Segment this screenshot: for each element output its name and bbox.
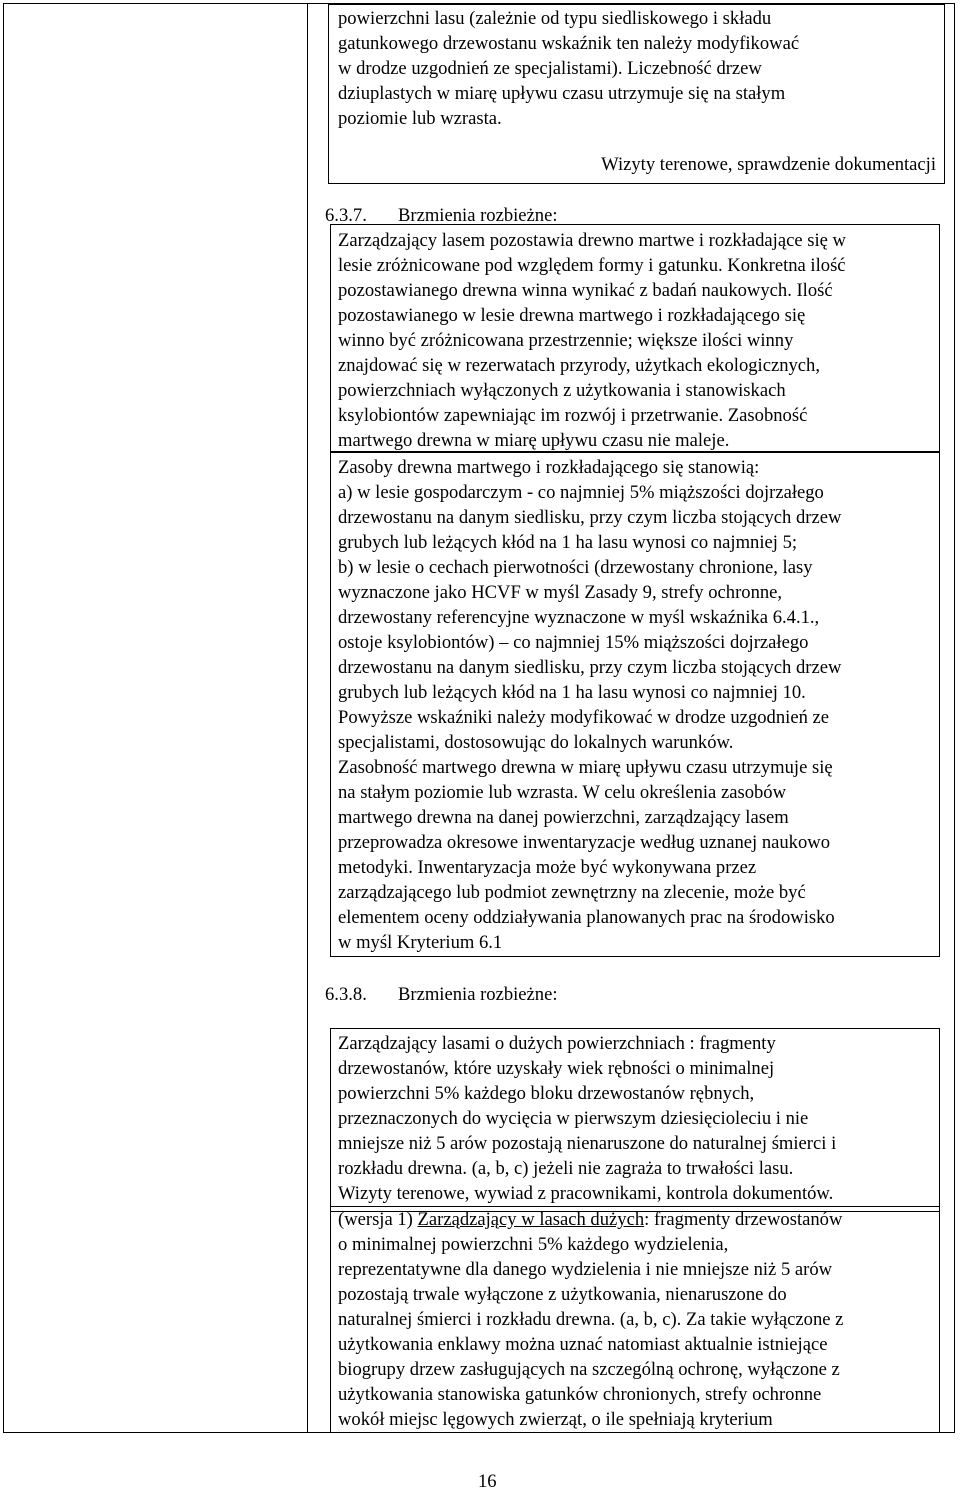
text-line: znajdować się w rezerwatach przyrody, użytkach ekologicznych, [338, 355, 821, 376]
top-verification: Wizyty terenowe, sprawdzenie dokumentacji [601, 154, 936, 175]
top-criterion-text [338, 6, 938, 131]
text-line: powierzchniach wyłączonych z użytkowania i stanowiskach [338, 380, 786, 401]
page-frame-right [954, 3, 955, 1433]
section-number-638: 6.3.8. [325, 984, 367, 1005]
page-frame-left [3, 3, 4, 1433]
text-line: zarządzającego lub podmiot zewnętrzny na zlecenie, może być [338, 882, 806, 903]
column-divider [307, 3, 308, 1433]
text-line: użytkowania enklawy można uznać natomiast aktualnie istniejące [338, 1334, 828, 1355]
text-line: lesie zróżnicowane pod względem formy i gatunku. Konkretna ilość [338, 255, 846, 276]
text-line: wyznaczone jako HCVF w myśl Zasady 9, strefy ochronne, [338, 582, 783, 603]
text-line: przeprowadza okresowe inwentaryzacje według uznanej naukowo [338, 832, 830, 853]
text-line: pozostawianego drewna winna wynikać z badań naukowych. Ilość [338, 280, 833, 301]
text-line: drzewostanu na danym siedlisku, przy czym liczba stojących drzew [338, 657, 842, 678]
text-line: pozostawianego w lesie drewna martwego i rozkładającego się [338, 305, 806, 326]
text-line: przeznaczonych do wycięcia w pierwszym dziesięcioleciu i nie [338, 1108, 809, 1129]
underlined-subject: Zarządzający w lasach dużych [417, 1209, 645, 1230]
text-line: dziuplastych w miarę upływu czasu utrzymuje się na stałym [338, 83, 786, 104]
text-line: na stałym poziomie lub wzrasta. W celu określenia zasobów [338, 782, 787, 803]
text-line: w myśl Kryterium 6.1 [338, 932, 503, 953]
text-line: winno być zróżnicowana przestrzennie; większe ilości winny [338, 330, 794, 351]
text-line: Zasoby drewna martwego i rozkładającego się stanowią: [338, 457, 760, 478]
text-line: gatunkowego drzewostanu wskaźnik ten należy modyfikować [338, 33, 800, 54]
text-line: ostoje ksylobiontów) – co najmniej 15% miąższości dojrzałego [338, 632, 809, 653]
text-line: Zasobność martwego drewna w miarę upływu czasu utrzymuje się [338, 757, 833, 778]
text-line: reprezentatywne dla danego wydzielenia i nie mniejsze niż 5 arów [338, 1259, 833, 1280]
text-line: mniejsze niż 5 arów pozostają nienaruszone do naturalnej śmierci i [338, 1133, 837, 1154]
text-line: w drodze uzgodnień ze specjalistami). Liczebność drzew [338, 58, 762, 79]
text-line: metodyki. Inwentaryzacja może być wykonywana przez [338, 857, 757, 878]
text-line: Zarządzający lasami o dużych powierzchniach : fragmenty [338, 1033, 776, 1054]
text-line: specjalistami, dostosowując do lokalnych warunków. [338, 732, 734, 753]
text-line: b) w lesie o cechach pierwotności (drzewostany chronione, lasy [338, 557, 813, 578]
text-line: drzewostanów, które uzyskały wiek rębności o minimalnej [338, 1058, 775, 1079]
text-line: Powyższe wskaźniki należy modyfikować w drodze uzgodnień ze [338, 707, 830, 728]
text-line: użytkowania stanowiska gatunków chronionych, strefy ochronne [338, 1384, 822, 1405]
text-line: drzewostanu na danym siedlisku, przy czym liczba stojących drzew [338, 507, 842, 528]
text-line: powierzchni 5% każdego bloku drzewostanów rębnych, [338, 1083, 755, 1104]
section-heading-637: Brzmienia rozbieżne: [398, 205, 558, 226]
text-line: martwego drewna na danej powierzchni, zarządzający lasem [338, 807, 789, 828]
text-line: a) w lesie gospodarczym - co najmniej 5% miąższości dojrzałego [338, 482, 824, 503]
s638-box-2-text [338, 1207, 938, 1432]
text-line: elementem oceny oddziaływania planowanych prac na środowisko [338, 907, 835, 928]
text-line: Wizyty terenowe, wywiad z pracownikami, kontrola dokumentów. [338, 1183, 834, 1204]
text-line: rozkładu drewna. (a, b, c) jeżeli nie zagraża to trwałości lasu. [338, 1158, 794, 1179]
text-line: naturalnej śmierci i rozkładu drewna. (a, b, c). Za takie wyłączone z [338, 1309, 844, 1330]
section-heading-638: Brzmienia rozbieżne: [398, 984, 558, 1005]
text-line: biogrupy drzew zasługujących na szczególną ochronę, wyłączone z [338, 1359, 840, 1380]
text-line [338, 1207, 938, 1232]
text-line: o minimalnej powierzchni 5% każdego wydzielenia, [338, 1234, 729, 1255]
text-line: grubych lub leżących kłód na 1 ha lasu wynosi co najmniej 5; [338, 532, 798, 553]
text-line: martwego drewna w miarę upływu czasu nie maleje. [338, 430, 730, 451]
text-line: poziomie lub wzrasta. [338, 108, 502, 129]
section-number-637: 6.3.7. [325, 205, 367, 226]
text-line: wokół miejsc lęgowych zwierząt, o ile spełniają kryterium [338, 1409, 773, 1430]
text-line: ksylobiontów zapewniając im rozwój i przetrwanie. Zasobność [338, 405, 808, 426]
version-label: (wersja 1) [338, 1209, 418, 1230]
text-line: powierzchni lasu (zależnie od typu siedliskowego i składu [338, 8, 772, 29]
text-line: drzewostany referencyjne wyznaczone w myśl wskaźnika 6.4.1., [338, 607, 820, 628]
text-line: Zarządzający lasem pozostawia drewno martwe i rozkładające się w [338, 230, 846, 251]
text-fragment: : fragmenty drzewostanów [644, 1209, 843, 1230]
s638-box-1-text [338, 1031, 938, 1206]
page-number: 16 [478, 1471, 497, 1492]
s637-box-1-text [338, 228, 938, 453]
text-line: grubych lub leżących kłód na 1 ha lasu wynosi co najmniej 10. [338, 682, 806, 703]
s637-box-2-text [338, 455, 938, 955]
text-line: pozostają trwale wyłączone z użytkowania, nienaruszone do [338, 1284, 787, 1305]
